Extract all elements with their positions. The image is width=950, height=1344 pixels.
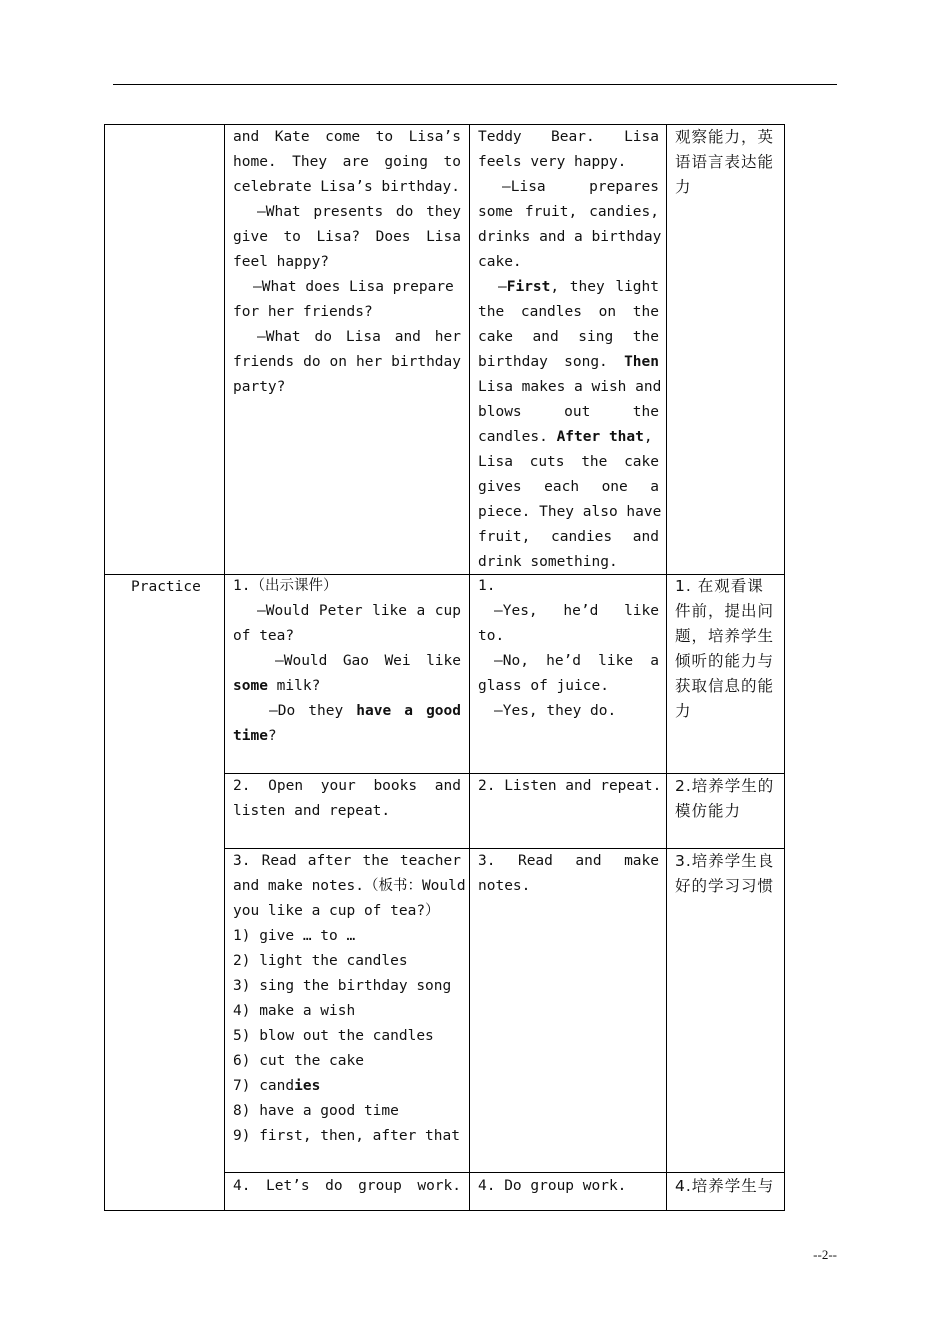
text-line: of tea? [233,628,295,644]
text-line: and make notes.（板书：Would [233,878,466,894]
text-line: 2. Listen and repeat. [478,778,662,794]
practice-2-purpose-cell [675,774,779,824]
text-line: the candles on the [478,304,659,320]
text-line: 力 [675,702,692,720]
text-line: Lisa cuts the cake [478,454,659,470]
row-divider [224,1172,784,1173]
text-line: feel happy? [233,254,330,270]
practice-3-purpose-cell [675,849,779,899]
text-line: 语语言表达能 [675,153,775,171]
text-line: some fruit, candies, [478,204,659,220]
top-student-cell [478,125,662,575]
text-line: 倾听的能力与 [675,652,775,670]
text-line: notes. [478,878,531,894]
text-line: gives each one a [478,479,659,495]
practice-2-teacher-cell [233,774,461,824]
practice-3-teacher-cell [233,849,466,1149]
text-line: listen and repeat. [233,803,391,819]
text-line: and Kate come to Lisa’s [233,129,461,145]
text-line: birthday song. Then [478,354,659,370]
column-divider [469,125,470,1210]
stage-label: Practice [131,579,201,595]
text-line: 9) first, then, after that [233,1128,460,1144]
text-line: —Yes, he’d like [494,603,659,619]
text-line: time? [233,728,277,744]
text-line: 好的学习习惯 [675,877,775,895]
text-line: —Would Peter like a cup [257,603,461,619]
text-line: —Yes, they do. [494,703,617,719]
text-line: you like a cup of tea?） [233,903,440,919]
text-line: 4. Do group work. [478,1178,627,1194]
text-line: to. [478,628,505,644]
practice-4-teacher-cell [233,1174,461,1199]
practice-1-teacher-cell [233,574,461,749]
text-line: 力 [675,178,692,196]
text-line: blows out the [478,404,659,420]
practice-2-student-cell [478,774,662,799]
text-line: 3. Read after the teacher [233,853,461,869]
text-line: 1. [478,578,496,594]
text-line: cake and sing the [478,329,659,345]
text-line: 1.（出示课件） [233,578,338,594]
text-line: for her friends? [233,304,373,320]
top-teacher-cell [233,125,461,400]
text-line: —What do Lisa and her [257,329,461,345]
text-line: Teddy Bear. Lisa [478,129,659,145]
column-divider [666,125,667,1210]
text-line: piece. They also have [478,504,662,520]
text-line: party? [233,379,286,395]
text-line: —First, they light [498,279,659,295]
text-line: 3.培养学生良 [675,852,775,870]
text-line: —Would Gao Wei like [275,653,461,669]
text-line: cake. [478,254,522,270]
text-line: 4. Let’s do group work. [233,1178,461,1194]
text-line: glass of juice. [478,678,609,694]
text-line: fruit, candies and [478,529,659,545]
text-line: 模仿能力 [675,802,742,820]
practice-1-student-cell [478,574,659,724]
text-line: 3) sing the birthday song [233,978,452,994]
text-line: 题，培养学生 [675,627,775,645]
text-line: some milk? [233,678,321,694]
text-line: 1) give … to … [233,928,356,944]
header-rule [113,84,837,85]
text-line: celebrate Lisa’s birthday. [233,179,460,195]
text-line: 2. Open your books and [233,778,461,794]
page-number: --2-- [813,1247,837,1262]
text-line: 2.培养学生的 [675,777,775,795]
text-line: drinks and a birthday [478,229,662,245]
text-line: drink something. [478,554,618,570]
text-line: 4.培养学生与 [675,1177,775,1195]
text-line: 3. Read and make [478,853,659,869]
text-line: friends do on her birthday [233,354,461,370]
text-line: Lisa makes a wish and [478,379,662,395]
text-line: 1. 在观看课 [675,577,764,595]
text-line: —Lisa prepares [502,179,659,195]
text-line: feels very happy. [478,154,627,170]
text-line: candles. After that, [478,429,653,445]
text-line: —No, he’d like a [494,653,659,669]
text-line: —What presents do they [257,204,461,220]
text-line: 7) candies [233,1078,321,1094]
text-line: —What does Lisa prepare [253,279,454,295]
text-line: give to Lisa? Does Lisa [233,229,461,245]
practice-4-purpose-cell [675,1174,779,1199]
text-line: 8) have a good time [233,1103,399,1119]
practice-4-student-cell [478,1174,659,1199]
practice-3-student-cell [478,849,659,899]
top-purpose-cell [675,125,779,200]
practice-1-purpose-cell [675,574,779,724]
text-line: 件前，提出问 [675,602,775,620]
text-line: 观察能力，英 [675,128,775,146]
text-line: 5) blow out the candles [233,1028,434,1044]
text-line: —Do they have a good [269,703,461,719]
text-line: 4) make a wish [233,1003,356,1019]
column-divider [224,125,225,1210]
text-line: 2) light the candles [233,953,408,969]
text-line: home. They are going to [233,154,461,170]
text-line: 获取信息的能 [675,677,775,695]
text-line: 6) cut the cake [233,1053,364,1069]
